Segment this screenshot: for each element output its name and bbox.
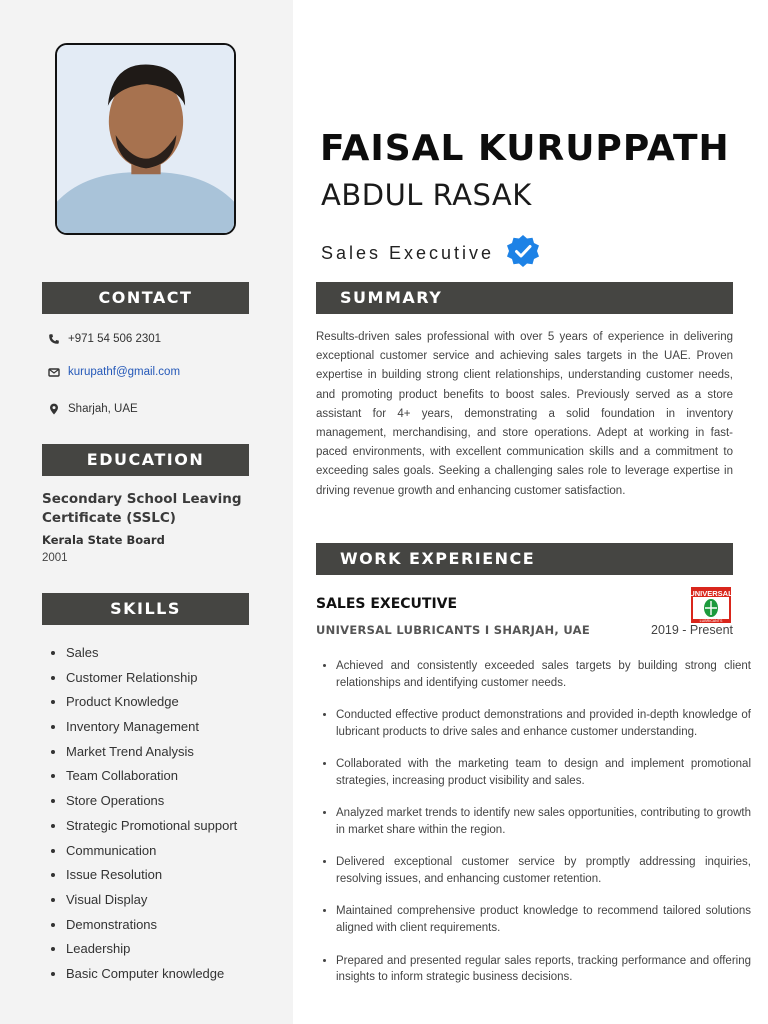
skill-item: • Customer Relationship [66, 668, 237, 693]
skills-list [48, 643, 237, 989]
envelope-icon [48, 366, 60, 378]
skill-item: • Issue Resolution [66, 865, 237, 890]
skill-item: • Store Operations [66, 791, 237, 816]
work-experience-heading: WORK EXPERIENCE [316, 543, 733, 575]
education-year: 2001 [42, 552, 68, 564]
company-logo-text: UNIVERSAL [691, 589, 731, 598]
skill-item: • Team Collaboration [66, 766, 237, 791]
job-duties-list [318, 658, 751, 1002]
duty-item: • Conducted effective product demonstrations and provided in-depth knowledge of lubricant products to drive sales and enhance customer understanding. [336, 707, 751, 741]
skill-item: • Demonstrations [66, 915, 237, 940]
job-role [321, 234, 540, 273]
name-second-line: ABDUL RASAK [321, 178, 532, 212]
job-title: SALES EXECUTIVE [316, 596, 458, 612]
email-row[interactable] [48, 366, 180, 378]
location-pin-icon [48, 403, 60, 415]
phone-number: +971 54 506 2301 [68, 333, 162, 345]
job-dates: 2019 - Present [651, 623, 733, 637]
education-heading: EDUCATION [42, 444, 249, 476]
phone-icon [48, 333, 60, 345]
phone-row [48, 333, 161, 345]
duty-item: • Prepared and presented regular sales reports, tracking performance and offering insights to inform strategic business decisions. [336, 953, 751, 987]
job-company: UNIVERSAL LUBRICANTS I SHARJAH, UAE [316, 623, 590, 637]
summary-text: Results-driven sales professional with over 5 years of experience in delivering exceptional customer service and achieving sales targets in the UAE. Proven expertise in building strong client relationships, understanding customer needs, and promoting product benefits to boost sales. Previously served as a store assistant for 4+ years, demonstrating a solid foundation in inventory management, merchandising, and store operations. Adept at working in fast-paced environments, with excellent communication skills and a commitment to exceeding sales goals. Seeking a challenging sales role to leverage expertise in driving revenue growth and enhancing customer satisfaction. [316, 331, 733, 497]
skill-item: • Inventory Management [66, 717, 237, 742]
email-link[interactable]: kurupathf@gmail.com [68, 366, 181, 378]
skill-item: • Product Knowledge [66, 692, 237, 717]
skill-item: • Visual Display [66, 890, 237, 915]
company-logo-subtext: LUBRICANTS [699, 619, 723, 623]
skill-item: • Leadership [66, 939, 237, 964]
location-row [48, 403, 138, 415]
education-degree: Secondary School Leaving Certificate (SSLC) [42, 491, 242, 526]
summary-heading: SUMMARY [316, 282, 733, 314]
skill-item: • Strategic Promotional support [66, 816, 237, 841]
duty-item: • Delivered exceptional customer service by promptly addressing inquiries, resolving issues, and enhancing customer retention. [336, 854, 751, 888]
duty-item: • Analyzed market trends to identify new sales opportunities, contributing to growth in market share within the region. [336, 805, 751, 839]
duty-item: • Collaborated with the marketing team to design and implement promotional strategies, increasing product visibility and sales. [336, 756, 751, 790]
verified-badge-icon [506, 234, 540, 273]
skill-item: • Communication [66, 841, 237, 866]
role-text: Sales Executive [321, 243, 495, 263]
name-first-line: FAISAL KURUPPATH [320, 128, 730, 169]
duty-item: • Maintained comprehensive product knowledge to recommend tailored solutions aligned with client requirements. [336, 903, 751, 937]
skill-item: • Basic Computer knowledge [66, 964, 237, 989]
contact-heading: CONTACT [42, 282, 249, 314]
skill-item: • Sales [66, 643, 237, 668]
profile-photo [55, 43, 236, 235]
skill-item: • Market Trend Analysis [66, 742, 237, 767]
duty-item: • Achieved and consistently exceeded sales targets by building strong client relationships and identifying customer needs. [336, 658, 751, 692]
location-text: Sharjah, UAE [68, 403, 138, 415]
education-board: Kerala State Board [42, 533, 165, 547]
company-logo [691, 587, 731, 623]
skills-heading: SKILLS [42, 593, 249, 625]
